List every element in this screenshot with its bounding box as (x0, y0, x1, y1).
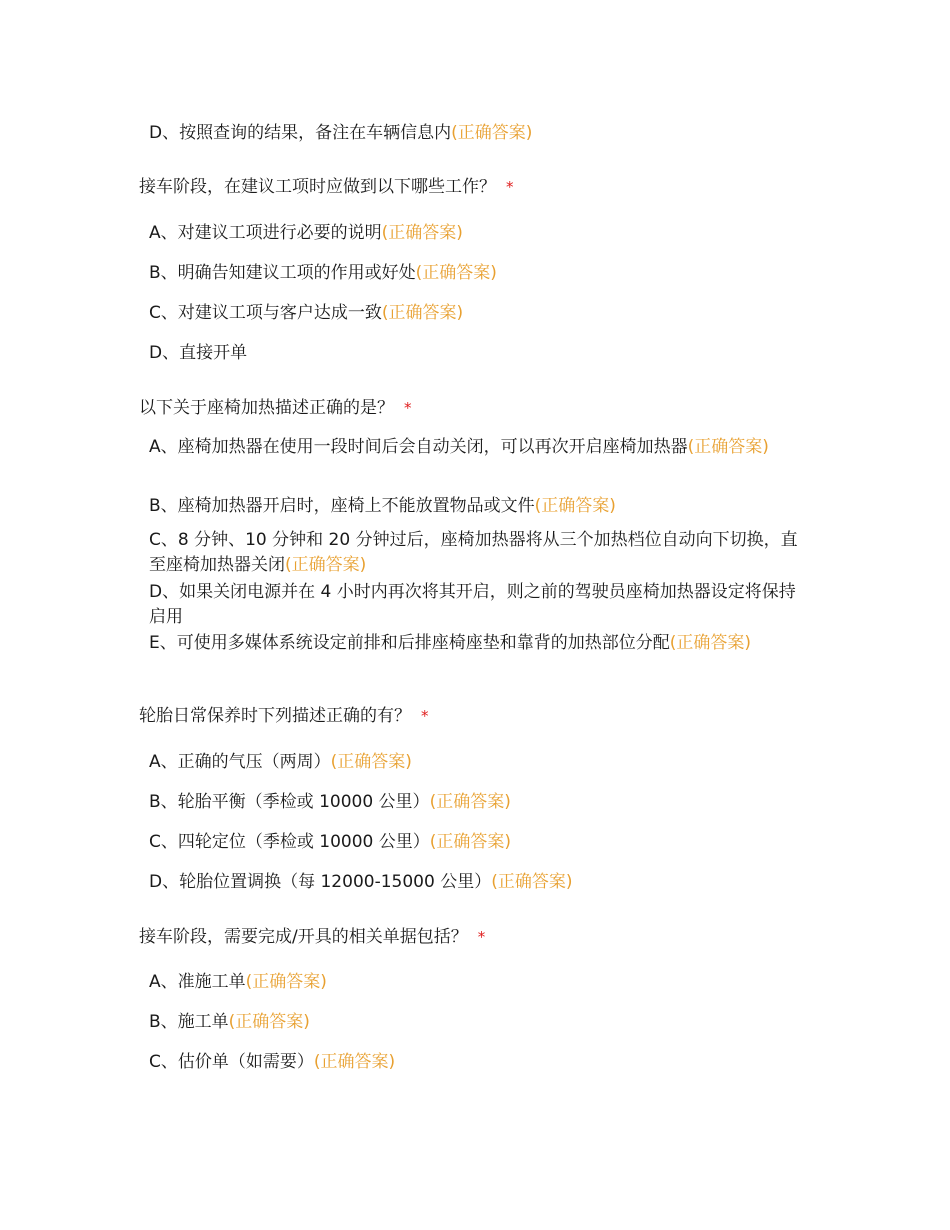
option-label: D、按照查询的结果，备注在车辆信息内 (149, 123, 452, 143)
question-1 (139, 175, 819, 199)
option-label: D、直接开单 (149, 343, 248, 363)
correct-answer-tag: (正确答案) (381, 303, 464, 323)
option-q3-d (149, 870, 809, 895)
correct-answer-tag: (正确答案) (491, 872, 573, 892)
correct-answer-tag: (正确答案) (381, 223, 463, 243)
option-label: C、估价单（如需要） (149, 1052, 314, 1072)
option-q4-a (149, 970, 809, 995)
correct-answer-tag: (正确答案) (429, 832, 512, 852)
option-label: A、对建议工项进行必要的说明 (149, 223, 382, 243)
option-label: D、轮胎位置调换（每 12000-15000 公里） (149, 872, 492, 892)
option-q2-e (149, 631, 809, 656)
option-q2-c (149, 528, 809, 578)
correct-answer-tag: (正确答案) (534, 496, 616, 516)
correct-answer-tag: (正确答案) (228, 1012, 310, 1032)
correct-answer-tag: (正确答案) (330, 752, 412, 772)
option-label: A、正确的气压（两周） (149, 752, 331, 772)
option-top-d (149, 121, 809, 146)
option-q3-c (149, 830, 809, 855)
correct-answer-tag: (正确答案) (669, 633, 752, 653)
correct-answer-tag: (正确答案) (429, 792, 511, 812)
option-q1-d (149, 341, 809, 366)
option-label: B、轮胎平衡（季检或 10000 公里） (149, 792, 430, 812)
required-mark: * (421, 707, 429, 725)
option-label: E、可使用多媒体系统设定前排和后排座椅座垫和靠背的加热部位分配 (149, 633, 670, 653)
correct-answer-tag: (正确答案) (285, 555, 367, 575)
option-q4-c (149, 1050, 809, 1075)
question-2 (139, 396, 819, 420)
question-4 (139, 925, 819, 949)
option-q3-b (149, 790, 809, 815)
question-text: 接车阶段，需要完成/开具的相关单据包括？ (139, 927, 468, 947)
question-text: 接车阶段，在建议工项时应做到以下哪些工作？ (139, 177, 496, 197)
question-text: 轮胎日常保养时下列描述正确的有？ (139, 706, 411, 726)
option-label: C、四轮定位（季检或 10000 公里） (149, 832, 430, 852)
option-q4-b (149, 1010, 809, 1035)
option-label: D、如果关闭电源并在 4 小时内再次将其开启，则之前的驾驶员座椅加热器设定将保持启用 (149, 582, 796, 627)
option-q1-b (149, 261, 809, 286)
option-label: A、座椅加热器在使用一段时间后会自动关闭，可以再次开启座椅加热器 (149, 437, 688, 457)
option-q2-d (149, 580, 809, 630)
correct-answer-tag: (正确答案) (415, 263, 497, 283)
option-q3-a (149, 750, 809, 775)
option-label: B、施工单 (149, 1012, 229, 1032)
correct-answer-tag: (正确答案) (245, 972, 327, 992)
required-mark: * (477, 928, 486, 946)
question-text: 以下关于座椅加热描述正确的是？ (139, 398, 394, 418)
correct-answer-tag: (正确答案) (451, 123, 533, 143)
required-mark: * (506, 178, 514, 196)
correct-answer-tag: (正确答案) (313, 1052, 396, 1072)
option-label: C、8 分钟、10 分钟和 20 分钟过后，座椅加热器将从三个加热档位自动向下切换，直至座椅加热器关闭 (149, 530, 798, 575)
option-q2-a (149, 435, 809, 460)
option-label: B、明确告知建议工项的作用或好处 (149, 263, 416, 283)
option-q2-b (149, 494, 809, 519)
required-mark: * (404, 399, 412, 417)
option-q1-c (149, 301, 809, 326)
option-label: B、座椅加热器开启时，座椅上不能放置物品或文件 (149, 496, 535, 516)
option-q1-a (149, 221, 809, 246)
question-3 (139, 704, 819, 728)
correct-answer-tag: (正确答案) (687, 437, 769, 457)
option-label: A、准施工单 (149, 972, 246, 992)
option-label: C、对建议工项与客户达成一致 (149, 303, 382, 323)
